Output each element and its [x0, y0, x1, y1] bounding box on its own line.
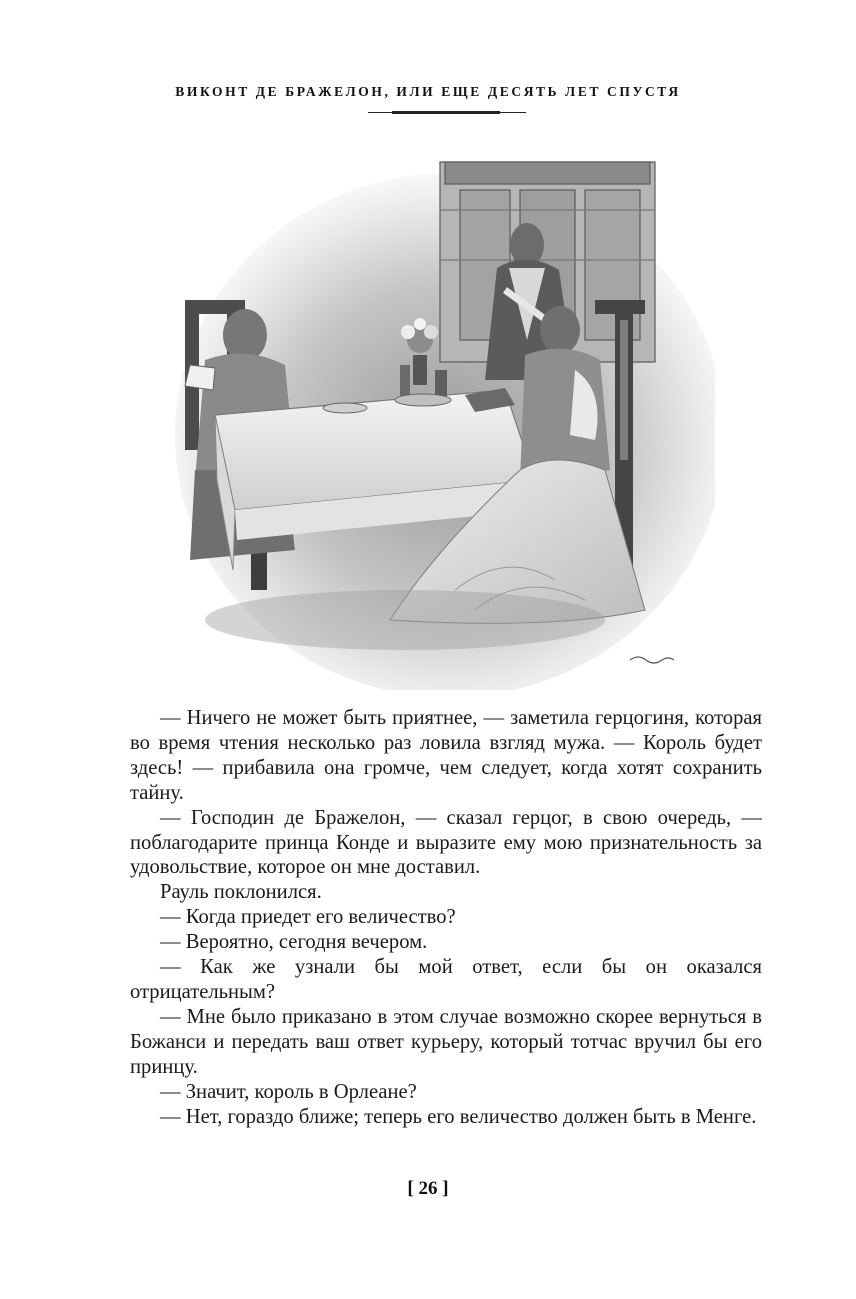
header-rule-accent	[392, 111, 500, 114]
paragraph: — Значит, король в Орлеане?	[160, 1080, 417, 1103]
paragraph: — Как же узнали бы мой ответ, если бы он оказался отрицательным?	[130, 956, 762, 1003]
paragraph: — Когда приедет его величество?	[160, 906, 456, 929]
page-number: [ 26 ]	[407, 1178, 449, 1199]
paragraph: — Мне было приказано в этом случае возможно скорее вернуться в Божанси и передать ваш ответ курьеру, который тотчас вручил бы его принцу.	[130, 1005, 762, 1078]
engraving-illustration	[175, 150, 715, 690]
running-head: ВИКОНТ ДЕ БРАЖЕЛОН, ИЛИ ЕЩЕ ДЕСЯТЬ ЛЕТ СПУСТЯ	[175, 84, 681, 99]
paragraph: — Господин де Бражелон, — сказал герцог, в свою очередь, — поблагодарите принца Конде и выразите ему мою признательность за удовольствие, которое он мне доставил.	[130, 806, 762, 879]
body-text	[130, 706, 762, 1129]
paragraph: — Ничего не может быть приятнее, — заметила герцогиня, которая во время чтения несколько раз ловила взгляд мужа. — Король будет здесь! — прибавила она громче, чем следует, когда хотят сохранить тайну.	[130, 707, 762, 804]
artist-signature	[630, 657, 674, 663]
paragraph: — Нет, гораздо ближе; теперь его величество должен быть в Менге.	[160, 1105, 757, 1128]
paragraph: Рауль поклонился.	[160, 881, 322, 904]
paragraph: — Вероятно, сегодня вечером.	[160, 931, 428, 954]
floor-shadow	[205, 590, 605, 650]
